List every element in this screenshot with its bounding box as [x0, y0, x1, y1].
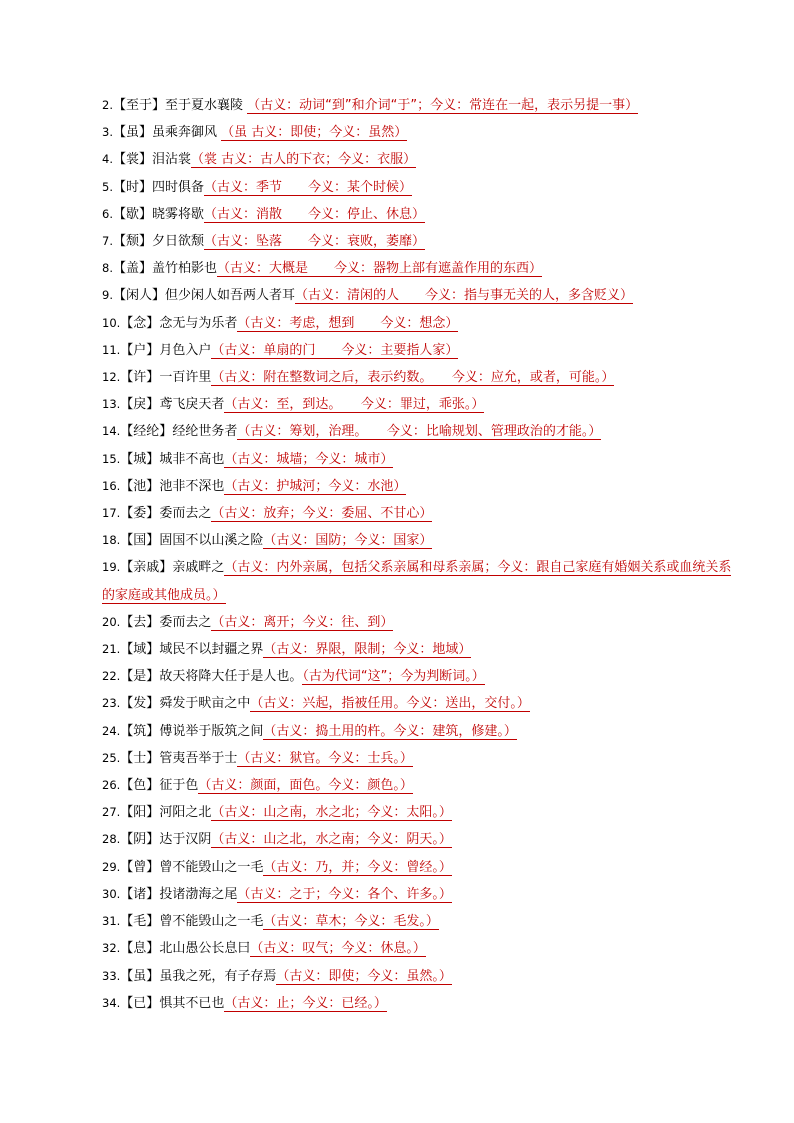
meaning-note: （古义：捣土用的杵。今义：建筑，修建。） [263, 723, 517, 739]
keyword: 【经纶】 [120, 424, 173, 440]
keyword: 【阴】 [120, 832, 160, 848]
list-item [72, 92, 732, 119]
list-item [72, 908, 732, 935]
list-item [72, 963, 732, 990]
keyword: 【池】 [120, 478, 160, 494]
list-item [72, 201, 732, 228]
example-sentence: 泪沾裳 [152, 152, 192, 168]
keyword: 【毛】 [120, 914, 160, 930]
list-item [72, 119, 732, 146]
keyword: 【户】 [120, 342, 160, 358]
keyword: 【裳】 [112, 152, 152, 168]
example-sentence: 池非不深也 [159, 478, 225, 494]
keyword: 【闲人】 [112, 288, 165, 304]
example-sentence: 北山愚公长息曰 [159, 941, 251, 957]
example-sentence: 委而去之 [159, 506, 212, 522]
list-item [72, 500, 732, 527]
example-sentence: 傅说举于版筑之间 [159, 723, 264, 739]
keyword: 【戾】 [120, 397, 160, 413]
list-item [72, 935, 732, 962]
list-item [72, 854, 732, 881]
meaning-note: （古义：单扇的门 今义：主要指人家） [211, 342, 459, 358]
example-sentence: 城非不高也 [159, 451, 225, 467]
list-item [72, 636, 732, 663]
meaning-note: （古义：界限，限制；今义：地域） [263, 642, 472, 658]
keyword: 【亲戚】 [120, 560, 173, 576]
item-number: 29. [102, 859, 121, 874]
keyword: 【色】 [120, 778, 160, 794]
list-item [72, 473, 732, 500]
meaning-note: （古义：狱官。今义：士兵。） [237, 750, 413, 766]
item-number: 7. [102, 234, 113, 249]
meaning-note: （古义：放弃；今义：委屈、不甘心） [211, 506, 433, 522]
keyword: 【士】 [120, 750, 160, 766]
meaning-note: （古义：乃，并；今义：曾经。） [263, 859, 452, 875]
item-number: 21. [102, 642, 121, 657]
keyword: 【阳】 [120, 805, 160, 821]
keyword: 【已】 [120, 995, 160, 1011]
item-number: 20. [102, 614, 121, 629]
meaning-note: （古义：叹气；今义：休息。） [250, 941, 426, 957]
example-sentence: 盖竹柏影也 [152, 261, 218, 277]
item-number: 34. [102, 995, 121, 1010]
item-number: 27. [102, 805, 121, 820]
example-sentence: 惧其不已也 [159, 995, 225, 1011]
meaning-note: （古义：至，到达。 今义：罪过，乖张。） [224, 397, 485, 413]
meaning-note: （古义：草木；今义：毛发。） [263, 914, 439, 930]
list-item [72, 446, 732, 473]
list-item [72, 690, 732, 717]
list-item [72, 799, 732, 826]
meaning-note: （古义：消散 今义：停止、休息） [204, 206, 426, 222]
list-item [72, 718, 732, 745]
item-number: 17. [102, 506, 121, 521]
list-item [72, 174, 732, 201]
list-item [72, 228, 732, 255]
meaning-note: （古义：止；今义：已经。） [224, 995, 387, 1011]
item-number: 2. [102, 98, 113, 112]
example-sentence: 管夷吾举于士 [159, 750, 238, 766]
example-sentence: 亲戚畔之 [172, 560, 225, 576]
meaning-note: （古义：考虑，想到 今义：想念） [237, 315, 459, 331]
keyword: 【盖】 [112, 261, 152, 277]
example-sentence: 征于色 [159, 778, 199, 794]
item-number: 22. [102, 669, 121, 684]
meaning-note: （古义：城墙；今义：城市） [224, 451, 394, 467]
keyword: 【发】 [120, 696, 160, 712]
list-item [72, 310, 732, 337]
item-number: 25. [102, 750, 121, 765]
item-number: 9. [102, 288, 113, 303]
list-item [72, 990, 732, 1017]
meaning-note: （古义：坠落 今义：衰败，萎靡） [204, 234, 426, 250]
example-sentence: 曾不能毁山之一毛 [159, 914, 264, 930]
keyword: 【是】 [120, 669, 160, 685]
keyword: 【国】 [120, 533, 160, 549]
meaning-note: （古义：山之南，水之北；今义：太阳。） [211, 805, 452, 821]
list-item [72, 337, 732, 364]
example-sentence: 舜发于畎亩之中 [159, 696, 251, 712]
keyword: 【城】 [120, 451, 160, 467]
example-sentence: 曾不能毁山之一毛 [159, 859, 264, 875]
meaning-note: （古义：兴起，指被任用。今义：送出，交付。） [250, 696, 530, 712]
meaning-note: （古为代词“这”；今为判断词。） [302, 669, 485, 685]
meaning-note: （古义：筹划，治理。 今义：比喻规划、管理政治的才能。） [237, 424, 602, 440]
list-item [72, 255, 732, 282]
example-sentence: 域民不以封疆之界 [159, 642, 264, 658]
list-item [72, 772, 732, 799]
example-sentence: 念无与为乐者 [159, 315, 238, 331]
meaning-note: （古义：清闲的人 今义：指与事无关的人，多含贬义） [295, 288, 634, 304]
example-sentence: 夕日欲颓 [152, 234, 205, 250]
keyword: 【虽】 [112, 125, 152, 141]
item-number: 16. [102, 478, 121, 493]
list-item [72, 282, 732, 309]
list-item [72, 146, 732, 173]
example-sentence: 但少闲人如吾两人者耳 [165, 288, 296, 304]
meaning-note: （古义：附在整数词之后，表示约数。 今义：应允，或者，可能。） [211, 370, 615, 386]
item-number: 15. [102, 451, 121, 466]
meaning-note: （裳 古义：古人的下衣；今义：衣服） [191, 152, 417, 168]
example-sentence: 月色入户 [159, 342, 212, 358]
list-item [72, 663, 732, 690]
list-item [72, 554, 732, 608]
vocabulary-list [72, 92, 732, 1017]
keyword: 【颓】 [112, 234, 152, 250]
item-number: 23. [102, 696, 121, 711]
item-number: 3. [102, 125, 113, 140]
item-number: 24. [102, 723, 121, 738]
list-item [72, 881, 732, 908]
keyword: 【筑】 [120, 723, 160, 739]
item-number: 31. [102, 914, 121, 929]
item-number: 18. [102, 533, 121, 548]
meaning-note: （古义：内外亲属，包括父系亲属和母系亲属；今义：跟自己家庭有婚姻关系或血统关系的家庭或其他成员。） [102, 560, 732, 603]
example-sentence: 至于夏水襄陵 [165, 98, 244, 113]
item-number: 32. [102, 941, 121, 956]
meaning-note: （古义：即使；今义：虽然。） [276, 968, 452, 984]
example-sentence: 四时俱备 [152, 179, 205, 195]
keyword: 【去】 [120, 614, 160, 630]
list-item [72, 527, 732, 554]
example-sentence: 投诸渤海之尾 [159, 886, 238, 902]
list-item [72, 745, 732, 772]
item-number: 12. [102, 370, 121, 385]
example-sentence: 虽我之死，有子存焉 [159, 968, 277, 984]
item-number: 6. [102, 206, 113, 221]
example-sentence: 经纶世务者 [172, 424, 238, 440]
keyword: 【至于】 [112, 98, 165, 113]
item-number: 28. [102, 832, 121, 847]
example-sentence: 鸢飞戾天者 [159, 397, 225, 413]
item-number: 26. [102, 778, 121, 793]
example-sentence: 河阳之北 [159, 805, 212, 821]
keyword: 【曾】 [120, 859, 160, 875]
keyword: 【域】 [120, 642, 160, 658]
item-number: 10. [102, 315, 121, 330]
item-number: 4. [102, 152, 113, 167]
keyword: 【息】 [120, 941, 160, 957]
meaning-note: （古义：颜面，面色。今义：颜色。） [198, 778, 413, 794]
item-number: 14. [102, 424, 121, 439]
keyword: 【虽】 [120, 968, 160, 984]
item-number: 8. [102, 261, 113, 276]
list-item [72, 826, 732, 853]
meaning-note: （古义：国防；今义：国家） [263, 533, 433, 549]
item-number: 5. [102, 179, 113, 194]
example-sentence: 一百许里 [159, 370, 212, 386]
list-item [72, 391, 732, 418]
example-sentence: 故天将降大任于是人也。 [159, 669, 303, 685]
item-number: 30. [102, 886, 121, 901]
keyword: 【委】 [120, 506, 160, 522]
meaning-note: （古义：动词“到”和介词“于”；今义：常连在一起，表示另提一事） [247, 98, 639, 113]
keyword: 【念】 [120, 315, 160, 331]
list-item [72, 364, 732, 391]
list-item [72, 609, 732, 636]
list-item [72, 418, 732, 445]
keyword: 【歇】 [112, 206, 152, 222]
example-sentence: 固国不以山溪之险 [159, 533, 264, 549]
meaning-note: （虽 古义：即使；今义：虽然） [221, 125, 408, 141]
keyword: 【许】 [120, 370, 160, 386]
keyword: 【诸】 [120, 886, 160, 902]
example-sentence: 委而去之 [159, 614, 212, 630]
example-sentence: 晓雾将歇 [152, 206, 205, 222]
meaning-note: （古义：山之北，水之南；今义：阴天。） [211, 832, 452, 848]
meaning-note: （古义：护城河；今义：水池） [224, 478, 407, 494]
item-number: 11. [102, 342, 121, 357]
example-sentence: 虽乘奔御风 [152, 125, 218, 141]
keyword: 【时】 [112, 179, 152, 195]
item-number: 19. [102, 560, 121, 575]
meaning-note: （古义：离开；今义：往、到） [211, 614, 394, 630]
meaning-note: （古义：之于；今义：各个、许多。） [237, 886, 452, 902]
example-sentence: 达于汉阴 [159, 832, 212, 848]
meaning-note: （古义：季节 今义：某个时候） [204, 179, 413, 195]
item-number: 13. [102, 397, 121, 412]
item-number: 33. [102, 968, 121, 983]
meaning-note: （古义：大概是 今义：器物上部有遮盖作用的东西） [217, 261, 543, 277]
